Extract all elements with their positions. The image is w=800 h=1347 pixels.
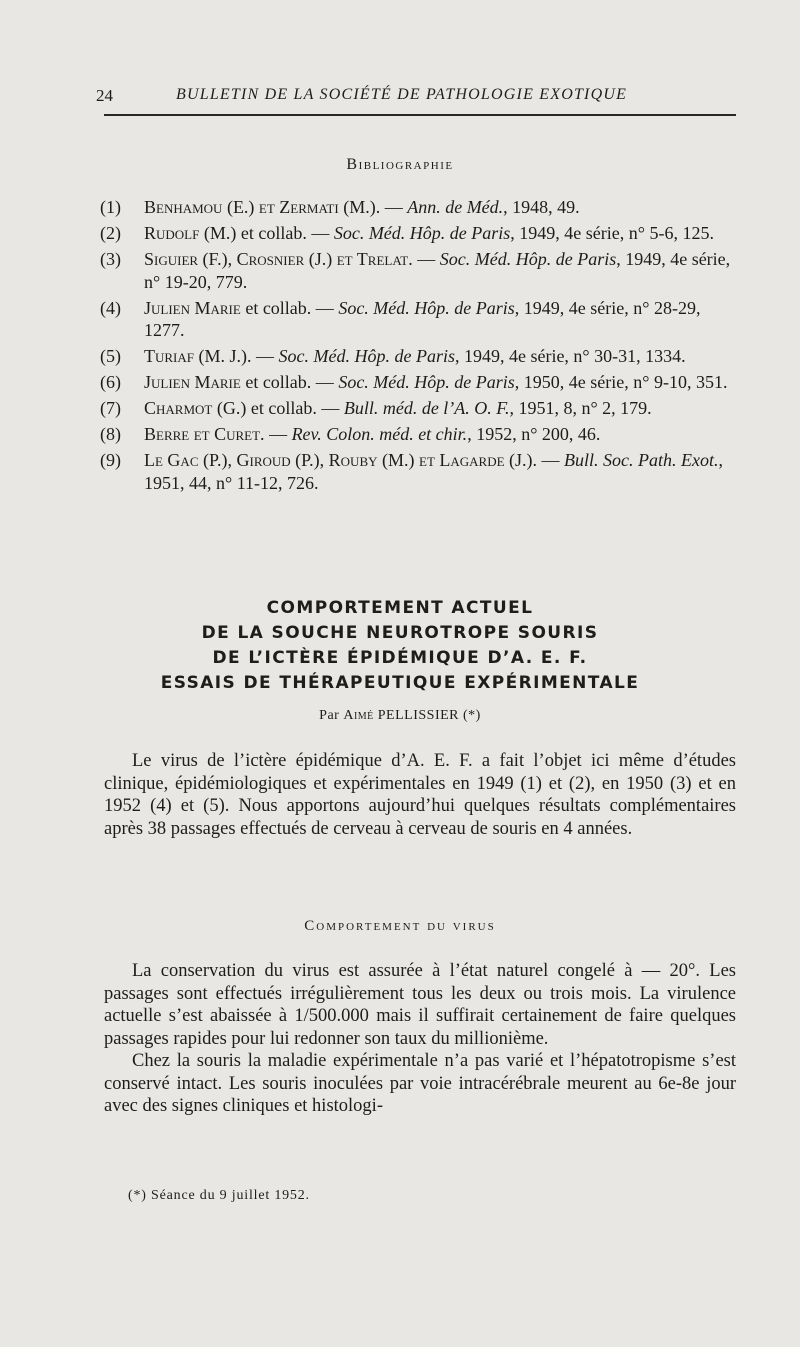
article-title-line: ESSAIS DE THÉRAPEUTIQUE EXPÉRIMENTALE <box>160 673 640 693</box>
author-footnote-mark: (*) <box>463 708 481 723</box>
reference-separator: — <box>380 197 408 217</box>
intro-paragraph: Le virus de l’ictère épidémique d’A. E. F. a fait l’objet ici même d’études clinique, épidémiologiques et expérimentales en 1949 (1) et (2), en 1950 (3) et en 1952 (4) et (5). Nous apportons aujourd’hui quelques résultats complémentaires après 38 passages effectués de cerveau à cerveau de souris en 4 années. <box>104 751 736 839</box>
article-title-line: DE LA SOUCHE NEUROTROPE SOURIS <box>201 623 599 643</box>
reference-authors: Charmot (G.) <box>144 398 247 418</box>
reference-journal: Soc. Méd. Hôp. de Paris <box>278 346 455 366</box>
reference-journal: Soc. Méd. Hôp. de Paris <box>338 297 515 318</box>
reference-journal: Ann. de Méd. <box>407 197 504 217</box>
reference-separator: et collab. — <box>236 223 334 243</box>
reference-details: , 1951, 44, n° 11-12, 726. <box>144 450 724 493</box>
reference-number: (3) <box>100 249 121 269</box>
reference-separator: — <box>537 450 565 470</box>
reference-list <box>100 196 740 498</box>
running-header <box>96 80 736 110</box>
running-title: BULLETIN DE LA SOCIÉTÉ DE PATHOLOGIE EXOTIQUE <box>176 86 628 103</box>
byline-prefix: Par <box>319 708 340 723</box>
reference-number: (9) <box>100 450 121 470</box>
reference-journal: Soc. Méd. Hôp. de Paris <box>338 372 515 392</box>
reference-authors: Benhamou (E.) et Zermati (M.). <box>144 197 381 217</box>
reference-details: , 1949, 4e série, n° 19-20, 779. <box>144 249 731 292</box>
reference-details: , 1950, 4e série, n° 9-10, 351. <box>514 372 728 392</box>
reference-item <box>100 345 740 368</box>
reference-details: , 1949, 4e série, n° 5-6, 125. <box>510 223 714 243</box>
reference-item <box>100 297 740 342</box>
intro-paragraph-block <box>104 750 736 840</box>
reference-journal: Soc. Méd. Hôp. de Paris <box>333 223 511 243</box>
section-body <box>104 960 736 1118</box>
reference-journal: Soc. Méd. Hôp. de Paris <box>439 249 617 269</box>
reference-details: , 1949, 4e série, n° 28-29, 1277. <box>144 297 701 340</box>
reference-number: (7) <box>100 398 121 418</box>
bibliography-heading: Bibliographie <box>346 156 454 173</box>
page-number: 24 <box>96 86 113 105</box>
reference-number: (5) <box>100 346 121 366</box>
reference-authors: Julien Marie <box>144 297 241 318</box>
reference-item <box>100 222 740 245</box>
article-title <box>0 596 800 696</box>
reference-number: (2) <box>100 223 121 243</box>
header-rule <box>104 114 736 116</box>
reference-item <box>100 371 740 394</box>
reference-separator: — <box>412 249 440 269</box>
reference-separator: — <box>264 424 292 444</box>
reference-item <box>100 423 740 446</box>
reference-item <box>100 397 740 420</box>
reference-details: , 1951, 8, n° 2, 179. <box>509 398 652 418</box>
reference-separator: et collab. — <box>246 398 344 418</box>
reference-item <box>100 196 740 219</box>
section-paragraph: Chez la souris la maladie expérimentale n’a pas varié et l’hépatotropisme s’est conservé intact. Les souris inoculées par voie intracérébrale meurent au 6e-8e jour avec des signes cliniques et histologi- <box>104 1051 736 1116</box>
reference-journal: Bull. méd. de l’A. O. F. <box>343 398 510 418</box>
reference-authors: Siguier (F.), Crosnier (J.) et Trelat. <box>144 249 413 269</box>
reference-details: , 1949, 4e série, n° 30-31, 1334. <box>454 346 686 366</box>
reference-number: (4) <box>100 297 121 318</box>
reference-number: (6) <box>100 372 121 392</box>
reference-journal: Rev. Colon. méd. et chir. <box>291 424 468 444</box>
reference-number: (8) <box>100 424 121 444</box>
reference-authors: Berre et Curet. <box>144 424 265 444</box>
reference-authors: Le Gac (P.), Giroud (P.), Rouby (M.) et Lagarde (J.). <box>144 450 538 470</box>
reference-item <box>100 248 740 293</box>
reference-details: , 1952, n° 200, 46. <box>467 424 601 444</box>
section-heading: Comportement du virus <box>304 918 496 934</box>
article-title-line: DE L’ICTÈRE ÉPIDÉMIQUE D’A. E. F. <box>212 648 588 668</box>
reference-journal: Bull. Soc. Path. Exot. <box>564 450 719 470</box>
reference-separator: et collab. — <box>240 372 339 392</box>
reference-authors: Julien Marie <box>144 372 241 392</box>
author-byline <box>0 708 800 724</box>
reference-details: , 1948, 49. <box>503 197 580 217</box>
footnote: (*) Séance du 9 juillet 1952. <box>128 1188 310 1203</box>
reference-item <box>100 449 740 494</box>
reference-separator: — <box>251 346 279 366</box>
reference-number: (1) <box>100 197 121 217</box>
reference-authors: Rudolf (M.) <box>144 223 237 243</box>
article-title-line: COMPORTEMENT ACTUEL <box>266 598 534 618</box>
section-paragraph: La conservation du virus est assurée à l’état naturel congelé à — 20°. Les passages sont effectués irrégulièrement tous les deux ou trois mois. La virulence actuelle s’est abaissée à 1/500.000 mais il suffirait certainement de faire quelques passages rapides pour lui redonner son taux du millionième. <box>104 961 736 1049</box>
author-name: Aimé PELLISSIER <box>343 708 459 723</box>
reference-authors: Turiaf (M. J.). <box>144 346 252 366</box>
reference-separator: et collab. — <box>240 297 339 318</box>
